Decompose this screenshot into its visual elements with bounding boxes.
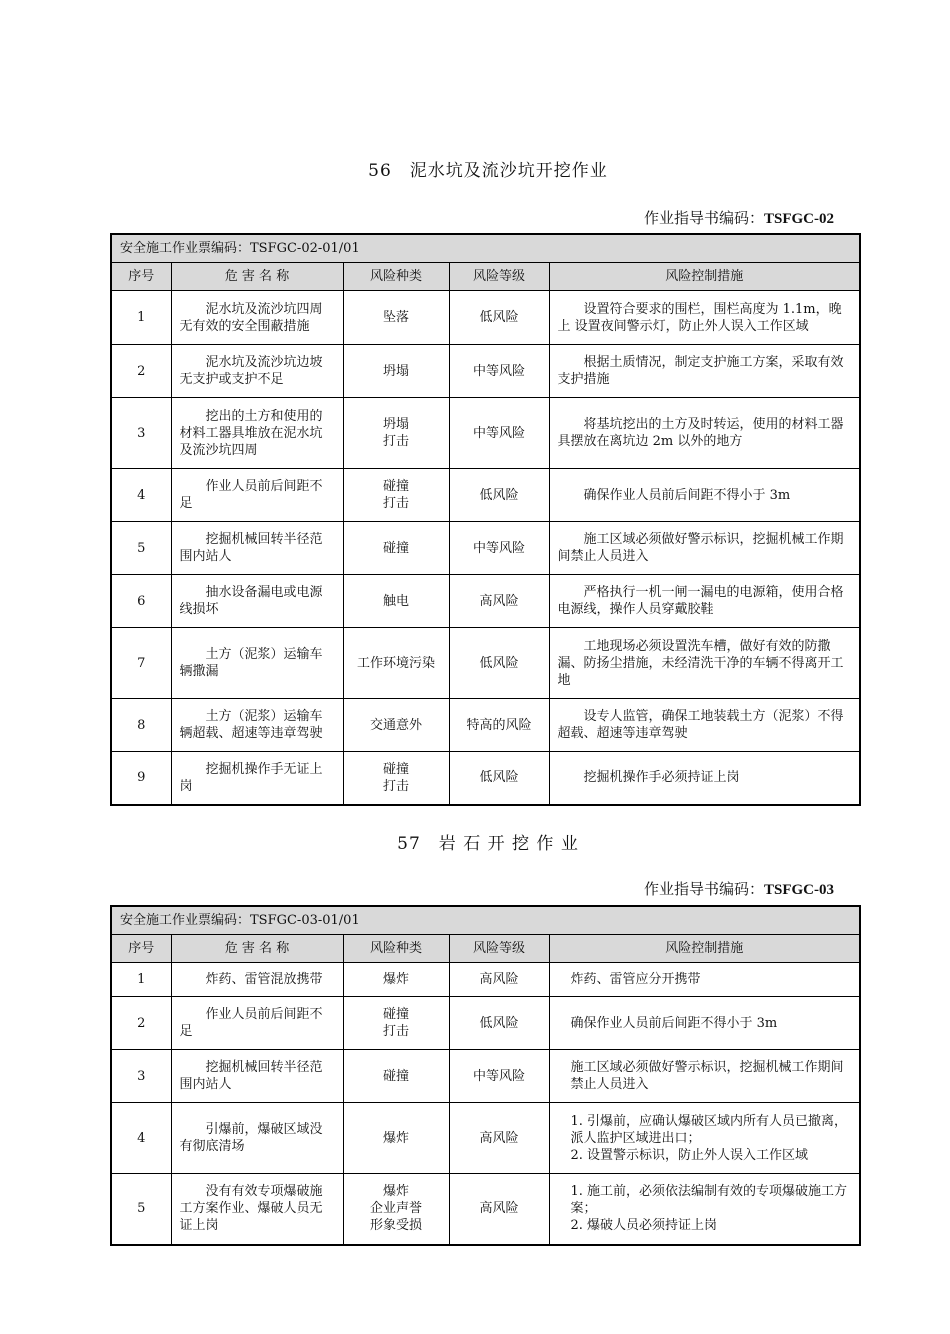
control-measure xyxy=(549,997,860,1050)
hazard-name: 土方（泥浆）运输车辆撒漏 xyxy=(171,628,343,699)
risk-type-line: 形象受损 xyxy=(369,1218,422,1234)
control-measure-line: 炸药、雷管应分开携带 xyxy=(570,972,701,987)
row-number: 9 xyxy=(111,752,171,805)
header-no: 序号 xyxy=(111,263,171,291)
table-row xyxy=(111,997,860,1050)
risk-level: 低风险 xyxy=(449,997,549,1050)
control-measure-line: 2. 爆破人员必须持证上岗 xyxy=(570,1218,718,1234)
risk-level: 中等风险 xyxy=(449,522,549,575)
header-risk-level: 风险等级 xyxy=(449,935,549,963)
risk-type-line: 打击 xyxy=(382,778,409,794)
risk-type-line: 交通意外 xyxy=(369,717,422,733)
risk-type-line: 碰撞 xyxy=(382,761,409,777)
instruction-code-value: TSFGC-03 xyxy=(763,882,834,898)
table-row xyxy=(111,291,860,345)
header-control-measure: 风险控制措施 xyxy=(549,263,860,291)
hazard-name: 土方（泥浆）运输车辆超载、超速等违章驾驶 xyxy=(171,699,343,752)
risk-level: 高风险 xyxy=(449,575,549,628)
hazard-name: 挖掘机械回转半径范围内站人 xyxy=(171,522,343,575)
risk-type-line: 爆炸 xyxy=(382,972,409,987)
risk-type xyxy=(343,575,449,628)
risk-level: 特高的风险 xyxy=(449,699,549,752)
instruction-code-value: TSFGC-02 xyxy=(763,211,834,227)
risk-type-line: 碰撞 xyxy=(382,1068,409,1084)
control-measure xyxy=(549,963,860,997)
row-number: 6 xyxy=(111,575,171,628)
risk-level: 低风险 xyxy=(449,291,549,345)
risk-type xyxy=(343,997,449,1050)
control-measure: 工地现场必须设置洗车槽，做好有效的防撒漏、防扬尘措施，未经清洗干净的车辆不得离开工地 xyxy=(549,628,860,699)
table-row xyxy=(111,628,860,699)
row-number: 8 xyxy=(111,699,171,752)
risk-type-line: 碰撞 xyxy=(382,479,409,494)
table-row xyxy=(111,699,860,752)
control-measure: 挖掘机操作手必须持证上岗 xyxy=(549,752,860,805)
control-measure xyxy=(549,1050,860,1103)
risk-type xyxy=(343,1050,449,1103)
risk-type-line: 坍塌 xyxy=(382,417,409,432)
control-measure xyxy=(549,1103,860,1174)
row-number: 5 xyxy=(111,522,171,575)
table-row xyxy=(111,1174,860,1245)
ticket-code: 安全施工作业票编码：TSFGC-02-01/01 xyxy=(111,234,860,263)
section-title: 56 泥水坑及流沙坑开挖作业 xyxy=(368,161,608,181)
control-measure: 将基坑挖出的土方及时转运，使用的材料工器具摆放在离坑边 2m 以外的地方 xyxy=(549,398,860,469)
risk-type xyxy=(343,1174,449,1245)
header-risk-type: 风险种类 xyxy=(343,263,449,291)
control-measure-line: 1. 施工前，必须依法编制有效的专项爆破施工方案； xyxy=(570,1184,848,1217)
control-measure-line: 1. 引爆前，应确认爆破区域内所有人员已撤离，派人监护区域进出口； xyxy=(570,1113,848,1146)
control-measure: 根据土质情况，制定支护施工方案，采取有效支护措施 xyxy=(549,345,860,398)
risk-type xyxy=(343,963,449,997)
risk-level: 低风险 xyxy=(449,752,549,805)
risk-type-line: 爆炸 xyxy=(382,1184,409,1200)
risk-type xyxy=(343,398,449,469)
risk-table xyxy=(110,233,861,806)
table-row xyxy=(111,1103,860,1174)
risk-type xyxy=(343,345,449,398)
instruction-code-label: 作业指导书编码： xyxy=(643,880,764,898)
control-measure-line: 2. 设置警示标识，防止外人误入工作区域 xyxy=(570,1147,809,1163)
row-number: 2 xyxy=(111,997,171,1050)
risk-level: 中等风险 xyxy=(449,1050,549,1103)
table-row xyxy=(111,345,860,398)
risk-type-line: 触电 xyxy=(382,593,409,609)
risk-table xyxy=(110,905,861,1246)
risk-level: 高风险 xyxy=(449,1174,549,1245)
risk-level: 低风险 xyxy=(449,469,549,522)
risk-type xyxy=(343,628,449,699)
risk-type-line: 碰撞 xyxy=(382,1007,409,1022)
risk-type xyxy=(343,699,449,752)
table-row xyxy=(111,1050,860,1103)
hazard-name: 泥水坑及流沙坑边坡无支护或支护不足 xyxy=(171,345,343,398)
risk-level: 高风险 xyxy=(449,963,549,997)
header-no: 序号 xyxy=(111,935,171,963)
risk-type-line: 企业声誉 xyxy=(369,1201,422,1217)
control-measure: 设专人监管，确保工地装载土方（泥浆）不得超载、超速等违章驾驶 xyxy=(549,699,860,752)
risk-level: 中等风险 xyxy=(449,345,549,398)
row-number: 2 xyxy=(111,345,171,398)
row-number: 5 xyxy=(111,1174,171,1245)
risk-level: 中等风险 xyxy=(449,398,549,469)
header-hazard: 危 害 名 称 xyxy=(171,263,343,291)
row-number: 4 xyxy=(111,1103,171,1174)
hazard-name: 作业人员前后间距不足 xyxy=(171,997,343,1050)
section-title: 57 岩 石 开 挖 作 业 xyxy=(397,834,579,854)
ticket-code: 安全施工作业票编码：TSFGC-03-01/01 xyxy=(111,906,860,935)
header-risk-level: 风险等级 xyxy=(449,263,549,291)
risk-type xyxy=(343,1103,449,1174)
table-row xyxy=(111,752,860,805)
row-number: 3 xyxy=(111,398,171,469)
hazard-name: 炸药、雷管混放携带 xyxy=(171,963,343,997)
hazard-name: 挖掘机械回转半径范围内站人 xyxy=(171,1050,343,1103)
row-number: 4 xyxy=(111,469,171,522)
header-risk-type: 风险种类 xyxy=(343,935,449,963)
hazard-name: 引爆前，爆破区域没有彻底清场 xyxy=(171,1103,343,1174)
control-measure: 设置符合要求的围栏，围栏高度为 1.1m，晚上 设置夜间警示灯，防止外人误入工作区域 xyxy=(549,291,860,345)
risk-type-line: 爆炸 xyxy=(382,1130,409,1146)
risk-type-line: 打击 xyxy=(382,496,409,511)
control-measure-line: 施工区域必须做好警示标识，挖掘机械工作期间禁止人员进入 xyxy=(570,1060,844,1092)
control-measure-line: 确保作业人员前后间距不得小于 3m xyxy=(570,1015,778,1031)
row-number: 1 xyxy=(111,963,171,997)
row-number: 1 xyxy=(111,291,171,345)
risk-type-line: 坠落 xyxy=(382,310,409,325)
row-number: 3 xyxy=(111,1050,171,1103)
risk-type xyxy=(343,752,449,805)
table-row xyxy=(111,469,860,522)
instruction-code xyxy=(644,207,834,228)
control-measure: 严格执行一机一闸一漏电的电源箱，使用合格电源线，操作人员穿戴胶鞋 xyxy=(549,575,860,628)
row-number: 7 xyxy=(111,628,171,699)
hazard-name: 抽水设备漏电或电源线损坏 xyxy=(171,575,343,628)
control-measure: 确保作业人员前后间距不得小于 3m xyxy=(549,469,860,522)
header-hazard: 危 害 名 称 xyxy=(171,935,343,963)
risk-type-line: 碰撞 xyxy=(382,540,409,556)
table-row xyxy=(111,398,860,469)
hazard-name: 挖掘机操作手无证上岗 xyxy=(171,752,343,805)
table-row xyxy=(111,575,860,628)
risk-type xyxy=(343,469,449,522)
risk-type-line: 工作环境污染 xyxy=(356,655,435,671)
header-control-measure: 风险控制措施 xyxy=(549,935,860,963)
control-measure: 施工区域必须做好警示标识，挖掘机械工作期间禁止人员进入 xyxy=(549,522,860,575)
risk-type-line: 打击 xyxy=(382,434,409,449)
risk-type-line: 打击 xyxy=(382,1024,409,1039)
hazard-name: 没有有效专项爆破施工方案作业、爆破人员无证上岗 xyxy=(171,1174,343,1245)
risk-level: 高风险 xyxy=(449,1103,549,1174)
risk-type xyxy=(343,522,449,575)
table-row xyxy=(111,963,860,997)
control-measure xyxy=(549,1174,860,1245)
instruction-code-label: 作业指导书编码： xyxy=(643,209,764,227)
risk-type xyxy=(343,291,449,345)
hazard-name: 挖出的土方和使用的材料工器具堆放在泥水坑及流沙坑四周 xyxy=(171,398,343,469)
hazard-name: 作业人员前后间距不足 xyxy=(171,469,343,522)
instruction-code xyxy=(644,878,834,899)
hazard-name: 泥水坑及流沙坑四周无有效的安全围蔽措施 xyxy=(171,291,343,345)
risk-level: 低风险 xyxy=(449,628,549,699)
table-row xyxy=(111,522,860,575)
risk-type-line: 坍塌 xyxy=(382,363,409,379)
